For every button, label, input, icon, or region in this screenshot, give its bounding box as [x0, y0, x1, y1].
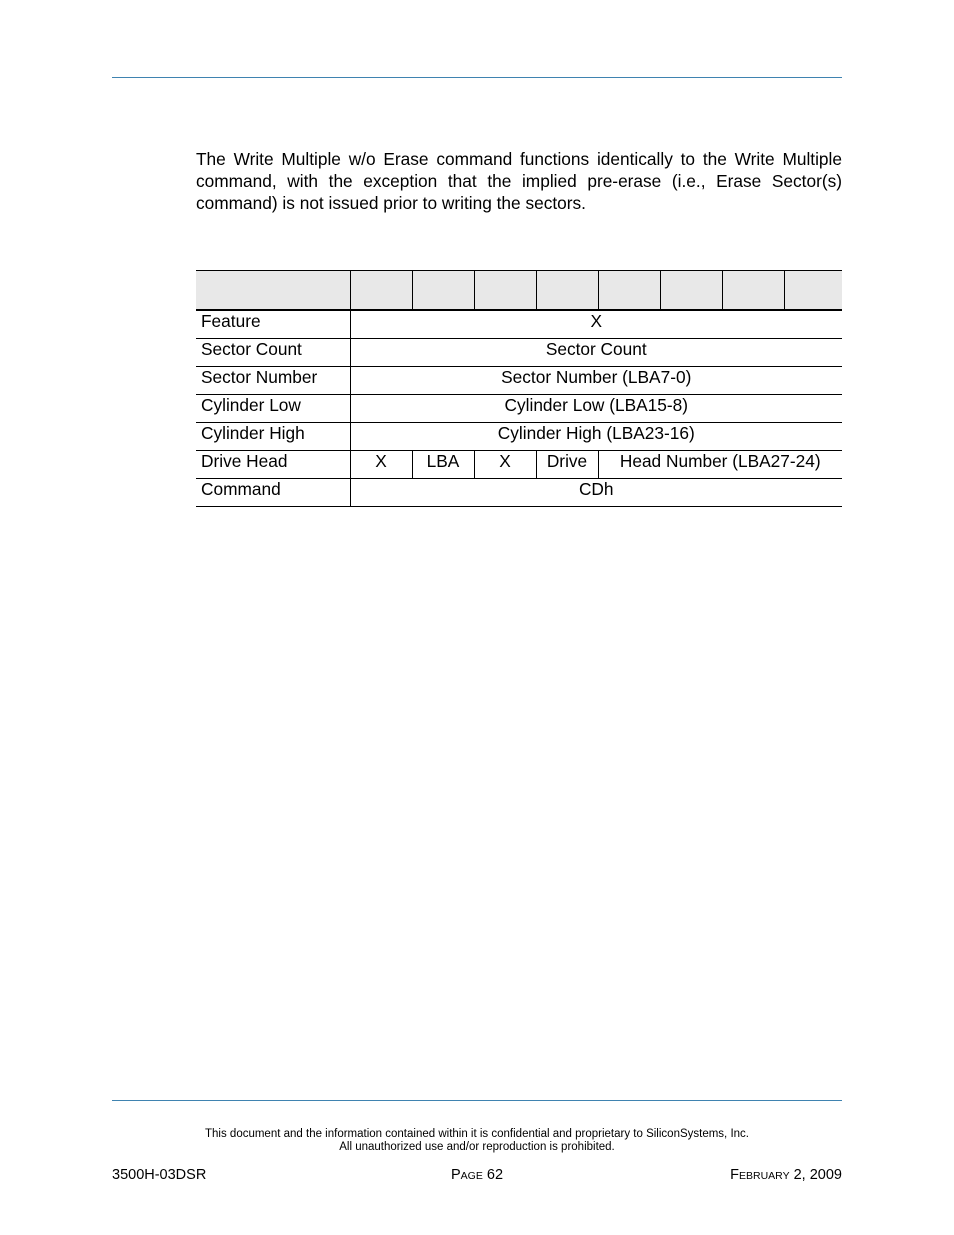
table-row	[196, 395, 842, 423]
header-cell	[536, 271, 598, 311]
table-header-row	[196, 271, 842, 311]
register-name: Feature	[196, 310, 350, 339]
register-name: Cylinder Low	[196, 395, 350, 423]
table-row	[196, 367, 842, 395]
header-cell	[598, 271, 660, 311]
register-name: Command	[196, 479, 350, 507]
body-paragraph: The Write Multiple w/o Erase command functions identically to the Write Multiple command, with the exception that the implied pre-erase (i.e., Erase Sector(s) command) is not issued prior to writing the sectors.	[196, 149, 842, 213]
register-table	[196, 270, 842, 507]
bit4-value: Drive	[536, 451, 598, 479]
page-number: PAGE 62	[450, 1167, 504, 1183]
header-cell	[474, 271, 536, 311]
header-cell	[412, 271, 474, 311]
confidentiality-line: All unauthorized use and/or reproduction is prohibited.	[339, 1141, 615, 1153]
header-cell	[196, 271, 350, 311]
header-cell	[722, 271, 784, 311]
header-cell	[350, 271, 412, 311]
table-row	[196, 479, 842, 507]
header-cell	[784, 271, 842, 311]
register-name: Cylinder High	[196, 423, 350, 451]
register-name: Drive Head	[196, 451, 350, 479]
confidentiality-line: This document and the information contained within it is confidential and proprietary to SiliconSystems, Inc.	[205, 1128, 749, 1140]
register-value: Cylinder Low (LBA15-8)	[350, 395, 842, 423]
register-name: Sector Number	[196, 367, 350, 395]
table-row-drive-head	[196, 451, 842, 479]
header-cell	[660, 271, 722, 311]
register-name: Sector Count	[196, 339, 350, 367]
register-value: Sector Number (LBA7-0)	[350, 367, 842, 395]
bit5-value: X	[474, 451, 536, 479]
table-row	[196, 310, 842, 339]
register-value: Sector Count	[350, 339, 842, 367]
document-number: 3500H-03DSR	[112, 1167, 207, 1183]
bits3-0-value: Head Number (LBA27-24)	[598, 451, 842, 479]
table-row	[196, 423, 842, 451]
register-value: X	[350, 310, 842, 339]
table-row	[196, 339, 842, 367]
register-value: CDh	[350, 479, 842, 507]
bit6-value: LBA	[412, 451, 474, 479]
bit7-value: X	[350, 451, 412, 479]
document-date: FEBRUARY 2, 2009	[730, 1167, 842, 1183]
confidentiality-notice	[112, 1128, 842, 1154]
register-value: Cylinder High (LBA23-16)	[350, 423, 842, 451]
footer-rule	[112, 1100, 842, 1101]
header-rule	[112, 77, 842, 78]
